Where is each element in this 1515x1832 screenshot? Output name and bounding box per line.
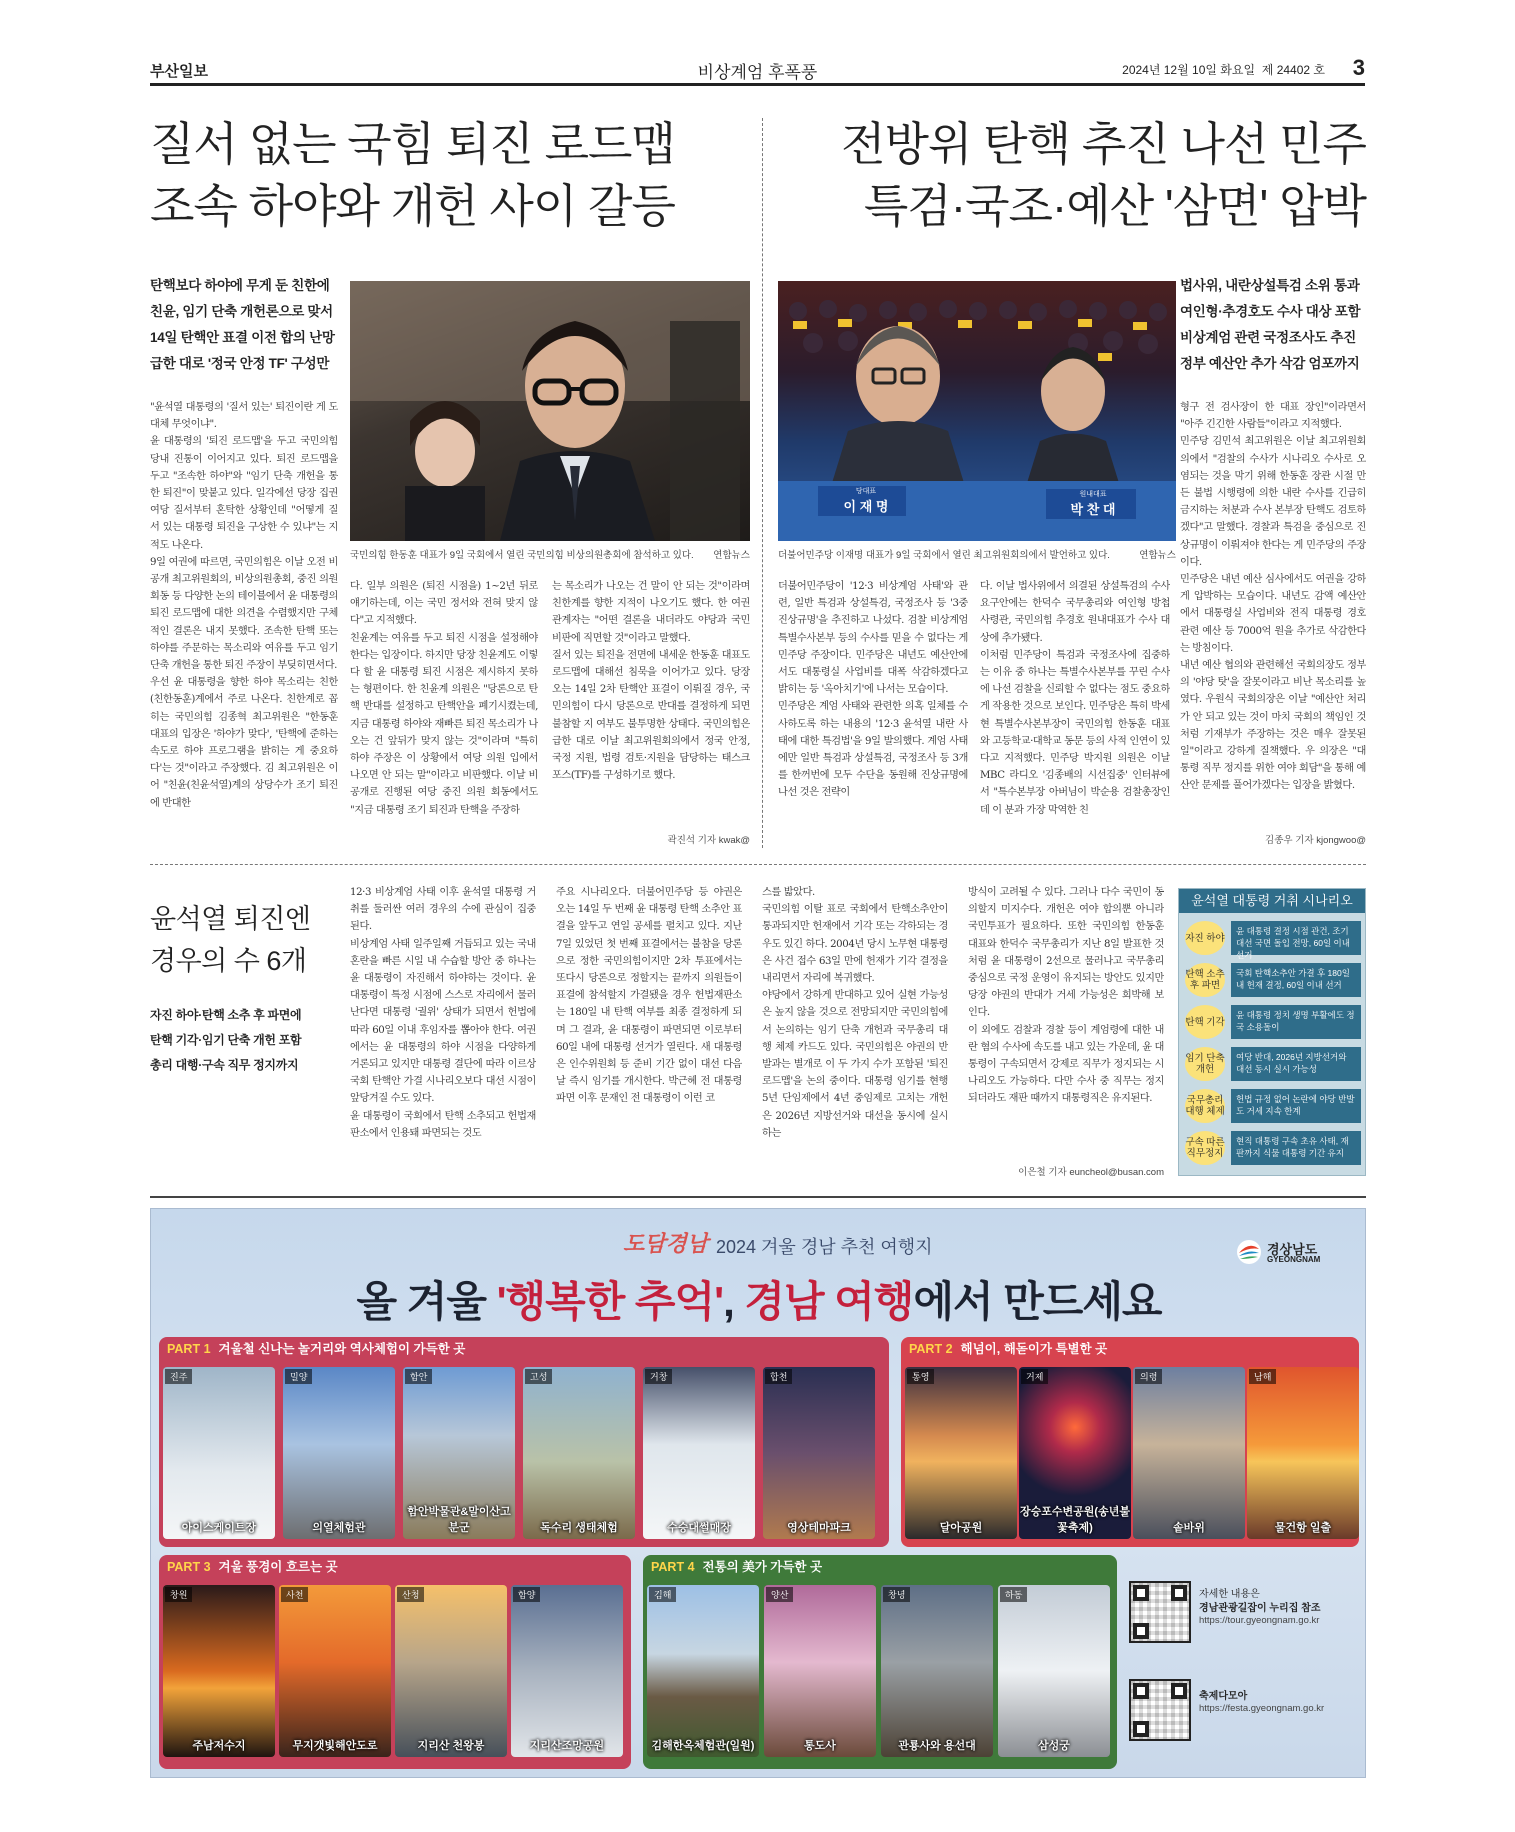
- tile: [1247, 1367, 1359, 1539]
- tile: [403, 1367, 515, 1539]
- scenario-key: 임기 단축 개헌: [1185, 1047, 1225, 1081]
- qr1-url[interactable]: https://tour.gyeongnam.go.kr: [1199, 1615, 1320, 1626]
- ad-part2: [901, 1337, 1359, 1547]
- ad-headline-accent: 경남 여행: [744, 1278, 914, 1325]
- scenario-key: 구속 따른 직무정지: [1185, 1131, 1225, 1165]
- qr-corner: [1133, 1585, 1149, 1601]
- article2-caption: [778, 547, 1176, 561]
- qr-corner: [1133, 1623, 1149, 1639]
- issue-date: [1122, 61, 1325, 78]
- tile-region: 양산: [766, 1587, 793, 1602]
- tile-name: 달아공원: [939, 1522, 983, 1534]
- part-number: PART 1: [167, 1342, 211, 1356]
- article2-headline-line1: 전방위 탄핵 추진 나선 민주: [841, 118, 1366, 170]
- article1-photo: [350, 281, 750, 541]
- ad-divider: [150, 1196, 1366, 1198]
- masthead: [150, 54, 1365, 86]
- ad-brand-script: 도담경남: [623, 1231, 709, 1256]
- article2-col3: 형구 전 검사장이 한 대표 장인"이라면서 "아주 긴긴한 사람들"이라고 지적했다. 민주당 김민석 최고위원은 이날 최고위원회의에서 "검찰의 수사가 시나리오 수사로 오염되는 것을 막기 위해 한동훈 장관 시절 만든 불법 시행령에 의한 내란 수사를 긴급히 금지하는 처분과 수사 본부장 탄핵도 검토하겠다"고 말했다. 경찰과 특검을 중심으로 진상규명이 이뤄져야 한다는 게 민주당의 주장이다. 민주당은 내년 예산 심사에서도 여권을 강하게 압박하는 모습이다. 내년도 감액 예산안에서 대통령실 사업비와 전직 대통령 경호 관련 예산 등 7000억 원을 추가로 삭감한다는 방침이다. 내년 예산 협의와 관련해선 국회의장도 정부의 '야당 탓'을 잘못이라고 비난 목소리를 높였다. 우원식 국회의장은 이날 "예산안 처리가 안 되고 있는 것이 마치 국회의 책임인 것처럼 기재부가 주장하는 것은 매우 잘못된 일"이라고 강하게 질책했다. 우 의장은 "대통령 직무 정지를 위한 여야 회담"을 통해 예산안 문제를 풀어가겠다는 입장을 밝혔다.: [1180, 402, 1366, 792]
- tile: [279, 1585, 391, 1757]
- page-number: 3: [1352, 55, 1365, 80]
- article3-col1: 12·3 비상계엄 사태 이후 윤석열 대통령 거취를 둘러싼 여러 경우의 수에 관심이 집중된다. 비상계엄 사태 일주일째 거듭되고 있는 국내 혼란을 빠른 시일 내 수습할 방안 중 하나는 윤 대통령이 자진해서 하야하는 것이다. 윤 대통령이 특정 시점에 스스로 자리에서 물러난다면 대통령 '궐위' 상태가 되면서 헌법에 따라 60일 이내 후임자를 뽑아야 한다. 여권에서는 윤 대통령의 하야 시점을 다양하게 거론되고 있지만 대통령 결단에 따라 이르상 국회 탄핵안 가결 시나리오보다 대선 시점이 앞당겨질 수도 있다. 윤 대통령이 국회에서 탄핵 소추되고 헌법재판소에서 인용돼 파면되는 것도: [350, 887, 536, 1139]
- scenario-value: 윤 대통령 정치 생명 부활에도 정국 소용돌이: [1231, 1005, 1361, 1039]
- tile-name: 삼성궁: [1038, 1740, 1070, 1752]
- article3-headline: [150, 898, 330, 982]
- tile-region: 함양: [513, 1587, 540, 1602]
- tile-name: 의열체험관: [312, 1522, 366, 1534]
- tile-region: 고성: [525, 1369, 552, 1384]
- subhead: 14일 탄핵안 표결 이전 합의 난망: [150, 330, 335, 345]
- part-number: PART 4: [651, 1560, 695, 1574]
- part-header: [901, 1337, 1359, 1361]
- article3-col2: 주요 시나리오다. 더불어민주당 등 야권은 오는 14일 두 번째 윤 대통령 탄핵 소추안 표결을 앞두고 연일 공세를 펼치고 있다. 지난 7일 있었던 첫 번째 표결에서는 불참을 당론으로 정한 국민의힘이지만 2차 투표에서는 또다시 당론으로 정할지는 끝까지 의원들이 표결에 참석할지 가결됐을 경우 헌법재판소는 180일 내 탄핵 여부를 최종 결정하게 되며 그 결과, 윤 대통령이 파면되면 이로부터 60일 내에 대통령 선거가 열린다. 새 대통령은 인수위원회 등 준비 기간 없이 대선 다음날 즉시 임기를 개시한다. 박근혜 전 대통령 파면 이후 문재인 전 대통령이 이런 코: [556, 887, 742, 1105]
- qr-corner: [1133, 1721, 1149, 1737]
- tile: [1133, 1367, 1245, 1539]
- part-header: [159, 1555, 631, 1579]
- ad-headline: [151, 1269, 1366, 1329]
- tile-region: 창원: [165, 1587, 192, 1602]
- tile: [163, 1585, 275, 1757]
- subhead: 법사위, 내란상설특검 소위 통과: [1180, 278, 1360, 293]
- section-title: 비상계엄 후폭풍: [697, 63, 818, 82]
- nameplate-role-2: 원내대표: [1079, 491, 1107, 498]
- scenario-row: [1185, 1045, 1361, 1083]
- tile-name: 독수리 생태체험: [540, 1522, 618, 1534]
- article1-col3: 는 목소리가 나오는 건 말이 안 되는 것"이라며 친한계를 향한 지적이 나오기도 했다. 한 여권 관계자는 "어떤 결론을 내더라도 야당과 국민 비판에 직면할 것"이라고 말했다. 질서 있는 퇴진을 전면에 내세운 한동훈 대표도 로드맵에 대해선 침묵을 이어가고 있다. 당장 오는 14일 2차 탄핵안 표결이 이뤄질 경우, 국민의힘이 다시 당론으로 반대를 결정하게 되면 불참할 지 여부도 불투명한 상태다. 국민의힘은 급한 대로 이날 최고위원회의에서 정국 안정, 국정 지원, 법령 검토·지원을 담당하는 태스크포스(TF)를 구성하기로 했다.: [552, 581, 750, 782]
- section-divider: [150, 864, 1366, 865]
- subhead: 정부 예산안 추가 삭감 엄포까지: [1180, 356, 1360, 371]
- tile-name: 김해한옥체험관(일원): [651, 1740, 755, 1752]
- tile-region: 의령: [1135, 1369, 1162, 1384]
- tile: [763, 1367, 875, 1539]
- scenario-box: [1178, 888, 1366, 1176]
- photo-illustration: [350, 281, 750, 541]
- subhead: 탄핵 기각·임기 단축 개헌 포함: [150, 1033, 302, 1047]
- tile-name: 통도사: [804, 1740, 836, 1752]
- article2-col2: 다. 이날 법사위에서 의결된 상설특검의 수사 요구안에는 한덕수 국무총리와 여인형 방첩사령관, 국민의힘 추경호 원내대표가 수사 대상에 추가됐다. 이처럼 민주당이 특검과 국정조사에 집중하는 이유 중 하나는 특별수사본부를 꾸린 수사에 나선 검찰을 신뢰할 수 없다는 점도 중요하게 작용한 것으로 보인다. 민주당은 특히 박세현 특별수사본부장이 국민의힘 한동훈 대표와 고등학교·대학교 동문 등의 사적 인연이 있다고 지적했다. 민주당 박지원 의원은 이날 MBC 라디오 '김종배의 시선집중' 인터뷰에서 "특수본부장 아버님이 박순용 검찰총장인데 이 분과 가장 막역한 친: [980, 581, 1170, 816]
- tile: [881, 1585, 993, 1757]
- tile-name: 함안박물관&말이산고분군: [407, 1506, 511, 1534]
- scenario-key: 국무총리 대행 체제: [1185, 1089, 1225, 1123]
- tile: [163, 1367, 275, 1539]
- scenario-value: 국회 탄핵소추안 가결 후 180일 내 헌재 결정, 60일 이내 선거: [1231, 963, 1361, 997]
- scenario-key: 탄핵 기각: [1185, 1005, 1225, 1039]
- scenario-value: 현직 대통령 구속 초유 사태, 재판까지 식물 대통령 기간 유지: [1231, 1131, 1361, 1165]
- paper-name: 부산일보: [150, 63, 208, 80]
- tile-name: 무지갯빛해안도로: [292, 1740, 378, 1752]
- tile-region: 함안: [405, 1369, 432, 1384]
- gyeongnam-logo-icon: [1236, 1239, 1262, 1265]
- article2-photo: [778, 281, 1176, 541]
- article3-subheads: [150, 1003, 340, 1078]
- article1-subheads: [150, 273, 338, 377]
- tile-region: 창녕: [883, 1587, 910, 1602]
- tile: [643, 1367, 755, 1539]
- tile-name: 솥바위: [1173, 1522, 1205, 1534]
- article3-byline: 이은철 기자 euncheol@busan.com: [1018, 1167, 1164, 1178]
- part-number: PART 3: [167, 1560, 211, 1574]
- nameplate-1: 이 재 명: [843, 499, 889, 514]
- tile-name: 영상테마파크: [787, 1522, 851, 1534]
- article1-caption: [350, 547, 750, 561]
- tile: [523, 1367, 635, 1539]
- qr-corner: [1171, 1585, 1187, 1601]
- part-title: 겨울철 신나는 놀거리와 역사체험이 가득한 곳: [218, 1342, 466, 1356]
- part-header: [159, 1337, 889, 1361]
- qr-corner: [1133, 1683, 1149, 1699]
- tile-region: 거창: [645, 1369, 672, 1384]
- article3-col4: 방식이 고려될 수 있다. 그러나 다수 국민이 동의할지 미지수다. 개헌은 여야 합의뿐 아니라 국민투표가 필요하다. 또한 국민의힘 한동훈 대표와 한덕수 국무총리가 지난 8일 발표한 것처럼 윤 대통령이 2선으로 물러나고 국무총리 중심으로 국정 운영이 유지되는 방안도 있지만 당장 야권의 반대가 거세 가능성은 희박해 보인다. 이 외에도 검찰과 경찰 등이 계엄령에 대한 내란 혐의 수사에 속도를 내고 있는 가운데, 윤 대통령이 구속되면서 강제로 직무가 정지되는 시나리오도 가능하다. 다만 수사 중 직무는 정지되더라도 재판 때까지 대통령직은 유지된다.: [968, 887, 1164, 1105]
- article1-headline-line1: 질서 없는 국힘 퇴진 로드맵: [150, 118, 675, 170]
- article1-col1: "윤석열 대통령의 '질서 있는' 퇴진이란 게 도대체 무엇이냐". 윤 대통령의 '퇴진 로드맵'을 두고 국민의힘 당내 진통이 이어지고 있다. 퇴진 로드맵을 두고 "조속한 하야"와 "임기 단축 개헌을 통한 퇴진"이 맞붙고 있다. 일각에선 당장 집권 여당 질서부터 혼탁한 상황인데 "어떻게 질서 있는 대통령 퇴진을 구상한 수 있냐"는 지적도 나온다. 9일 여권에 따르면, 국민의힘은 이날 오전 비공개 최고위원회의, 비상의원총회, 중진 의원 회동 등 다양한 논의 테이블에서 윤 대통령의 퇴진 로드맵에 대한 의견을 수렴했지만 구체적인 결론은 내지 못했다. 조속한 탄핵 또는 하야를 주문하는 목소리와 여유를 두고 임기 단축 개헌을 통한 퇴진 주장이 부딪히면서다. 우선 윤 대통령을 향한 하야 목소리는 친한(친한동훈)계에서 주로 나온다. 친한계로 꼽히는 국민의힘 김종혁 최고위원은 "한동훈 대표의 입장은 '하야가 맞다', '탄핵에 준하는 속도로 하야 프로그램을 밝히는 게 중요하다'는 것"이라고 주장했다. 김 최고위원은 이어 "친윤(친윤석열)계의 상당수가 조기 퇴진에 반대한: [150, 402, 338, 809]
- tile-region: 합천: [765, 1369, 792, 1384]
- scenario-row: [1185, 961, 1361, 999]
- tile-name: 장승포수변공원(송년불꽃축제): [1020, 1506, 1130, 1534]
- photo-credit: 연합뉴스: [713, 550, 750, 561]
- article3-headline-line2: 경우의 수 6개: [150, 946, 307, 976]
- tile-name: 아이스케이트장: [181, 1522, 257, 1534]
- article1-headline-line2: 조속 하야와 개헌 사이 갈등: [150, 180, 675, 232]
- scenario-row: [1185, 1003, 1361, 1041]
- scenario-row: [1185, 1129, 1361, 1167]
- tile-name: 지리산 천왕봉: [417, 1740, 485, 1752]
- tile: [511, 1585, 623, 1757]
- tile: [1019, 1367, 1131, 1539]
- column-divider: [762, 118, 763, 848]
- article2-col1: 더불어민주당이 '12·3 비상계엄 사태'와 관련, 일반 특검과 상설특검, 국정조사 등 '3중 진상규명'을 추진하고 나섰다. 검찰 비상계엄 특별수사본부 등의 수사를 믿을 수 없다는 게 민주당 주장이다. 민주당은 내년도 예산안에서도 대통령실 사업비를 대폭 삭감하겠다고 밝히는 등 '옥아치기'에 나서는 모습이다. 민주당은 계엄 사태와 관련한 의혹 일체를 수사하도록 하는 내용의 '12·3 윤석열 내란 사태에 대한 특검법'을 9일 발의했다. 계엄 사태에만 일반 특검과 상설특검, 국정조사 등 3개를 한꺼번에 모두 수단을 동원해 진상규명에 나선 것은 전략이: [778, 581, 968, 799]
- ad-headline-accent: '행복한 추억': [496, 1278, 724, 1325]
- tile-region: 김해: [649, 1587, 676, 1602]
- nameplate-2: 박 찬 대: [1070, 502, 1116, 517]
- subhead: 친윤, 임기 단축 개헌론으로 맞서: [150, 304, 333, 319]
- scenario-key: 탄핵 소추 후 파면: [1185, 963, 1225, 997]
- article3-col3: 스를 밟았다. 국민의힘 이탈 표로 국회에서 탄핵소추안이 통과되지만 헌재에서 기각 또는 각하되는 경우도 있긴 하다. 2004년 당시 노무현 대통령은 사건 접수 63일 만에 헌재가 기각 결정을 내리면서 자리에 복귀했다. 야당에서 강하게 반대하고 있어 실현 가능성은 높지 않을 것으로 전망되지만 국민의힘에서 논의하는 임기 단축 개헌과 국무총리 대행 체제 카드도 있다. 국민의힘은 야권의 반발과는 별개로 이 두 가지 수가 포함된 '퇴진 로드맵'을 논의 중이다. 대통령 임기를 현행 5년 단임제에서 4년 중임제로 고치는 개헌은 2026년 지방선거와 대선을 동시에 실시하는: [762, 887, 948, 1139]
- caption-text: 국민의힘 한동훈 대표가 9일 국회에서 열린 국민의힘 비상의원총회에 참석하고 있다.: [350, 550, 694, 561]
- ad-part3: [159, 1555, 631, 1769]
- tile-region: 사천: [281, 1587, 308, 1602]
- tile-region: 진주: [165, 1369, 192, 1384]
- tile: [764, 1585, 876, 1757]
- subhead: 총리 대행·구속 직무 정지까지: [150, 1058, 299, 1072]
- qr-code-festa[interactable]: [1129, 1679, 1191, 1741]
- article3-headline-line1: 윤석열 퇴진엔: [150, 904, 311, 934]
- subhead: 급한 대로 '정국 안정 TF' 구성만: [150, 356, 330, 371]
- scenario-value: 헌법 규정 없어 논란에 야당 반발도 거세 지속 한계: [1231, 1089, 1361, 1123]
- ad-logo-ko: 경상남도: [1267, 1242, 1318, 1257]
- tile-region: 남해: [1249, 1369, 1276, 1384]
- part-title: 해넘이, 해돋이가 특별한 곳: [960, 1342, 1108, 1356]
- ad-headline-part: 올 겨울: [356, 1278, 497, 1325]
- article1-headline: [150, 113, 750, 237]
- part-header: [643, 1555, 1117, 1579]
- qr-code-tour[interactable]: [1129, 1581, 1191, 1643]
- tile-name: 물건항 일출: [1274, 1522, 1332, 1534]
- article2-byline: 김종우 기자 kjongwoo@: [1265, 835, 1366, 846]
- qr2-title: 축제다모아: [1199, 1691, 1248, 1702]
- qr1-title: 자세한 내용은: [1199, 1589, 1260, 1600]
- scenario-value: 여당 반대, 2026년 지방선거와 대선 동시 실시 가능성: [1231, 1047, 1361, 1081]
- scenario-key: 자진 하야: [1185, 921, 1225, 955]
- subhead: 자진 하야·탄핵 소추 후 파면에: [150, 1008, 302, 1022]
- ad-logo-en: GYEONGNAM: [1267, 1255, 1321, 1264]
- article1-byline: 곽진석 기자 kwak@: [667, 835, 750, 846]
- tourism-advertisement: [150, 1208, 1366, 1778]
- subhead: 비상계엄 관련 국정조사도 추진: [1180, 330, 1356, 345]
- tile: [647, 1585, 759, 1757]
- tile: [395, 1585, 507, 1757]
- ad-tagline: 2024 겨울 경남 추천 여행지: [716, 1237, 933, 1257]
- subhead: 탄핵보다 하야에 무게 둔 친한에: [150, 278, 330, 293]
- qr1-sub: 경남관광길잡이 누리집 참조: [1199, 1603, 1321, 1614]
- scenario-row: [1185, 1087, 1361, 1125]
- caption-text: 더불어민주당 이재명 대표가 9일 국회에서 열린 최고위원회의에서 발언하고 있다.: [778, 550, 1110, 561]
- tile-name: 주남저수지: [192, 1740, 246, 1752]
- ad-headline-part: 에서 만드세요: [913, 1278, 1162, 1325]
- tile-name: 관룡사와 용선대: [898, 1740, 976, 1752]
- tile: [283, 1367, 395, 1539]
- tile: [905, 1367, 1017, 1539]
- tile-region: 거제: [1021, 1369, 1048, 1384]
- scenario-value: 윤 대통령 결정 시점 관건, 조기 대선 국면 돌입 전망, 60일 이내 선거: [1231, 921, 1361, 955]
- part-title: 겨울 풍경이 흐르는 곳: [218, 1560, 338, 1574]
- article2-headline-line2: 특검·국조·예산 '삼면' 압박: [863, 180, 1366, 232]
- tile-name: 지리산조망공원: [529, 1740, 605, 1752]
- article2-subheads: [1180, 273, 1366, 377]
- photo-credit: 연합뉴스: [1139, 550, 1176, 561]
- ad-part4: [643, 1555, 1117, 1769]
- ad-headline-part: ,: [723, 1278, 745, 1325]
- part-title: 전통의 美가 가득한 곳: [702, 1560, 823, 1574]
- tile-region: 밀양: [285, 1369, 312, 1384]
- tile-region: 통영: [907, 1369, 934, 1384]
- date-text: 2024년 12월 10일 화요일: [1122, 63, 1256, 77]
- tile: [998, 1585, 1110, 1757]
- tile-name: 수승대썰매장: [667, 1522, 731, 1534]
- article2-headline: [770, 113, 1366, 237]
- scenario-row: [1185, 919, 1361, 960]
- issue-number: 제 24402 호: [1261, 63, 1325, 77]
- scenario-title: 윤석열 대통령 거취 시나리오: [1179, 889, 1365, 913]
- ad-part1: [159, 1337, 889, 1547]
- nameplate-role-1: 당대표: [855, 488, 877, 495]
- subhead: 여인형·추경호도 수사 대상 포함: [1180, 304, 1361, 319]
- article1-col2: 다. 일부 의원은 (퇴진 시점을) 1~2년 뒤로 얘기하는데, 이는 국민 정서와 전혀 맞지 않다"고 지적했다. 친윤계는 여유를 두고 퇴진 시점을 설정해야 한다는 입장이다. 하지만 당장 친윤계도 이렇다 할 윤 대통령 퇴진 시점은 제시하지 못하는 형편이다. 한 친윤계 의원은 "당론으로 탄핵 반대를 설정하고 탄핵안을 폐기시켰는데, 지금 대통령 하야와 재빠른 퇴진 목소리가 나오는 건 앞뒤가 맞지 않는 것"이라며 "특히 하야 주장은 이 상황에서 여당 의원 입에서 나오면 안 되는 말"이라고 비판했다. 이날 비공개로 진행된 여당 중진 의원 회동에서도 "지금 대통령 조기 퇴진과 탄핵을 주장하: [350, 581, 538, 816]
- part-number: PART 2: [909, 1342, 953, 1356]
- qr2-url[interactable]: https://festa.gyeongnam.go.kr: [1199, 1703, 1325, 1714]
- qr-corner: [1171, 1683, 1187, 1699]
- tile-region: 산청: [397, 1587, 424, 1602]
- tile-region: 하동: [1000, 1587, 1027, 1602]
